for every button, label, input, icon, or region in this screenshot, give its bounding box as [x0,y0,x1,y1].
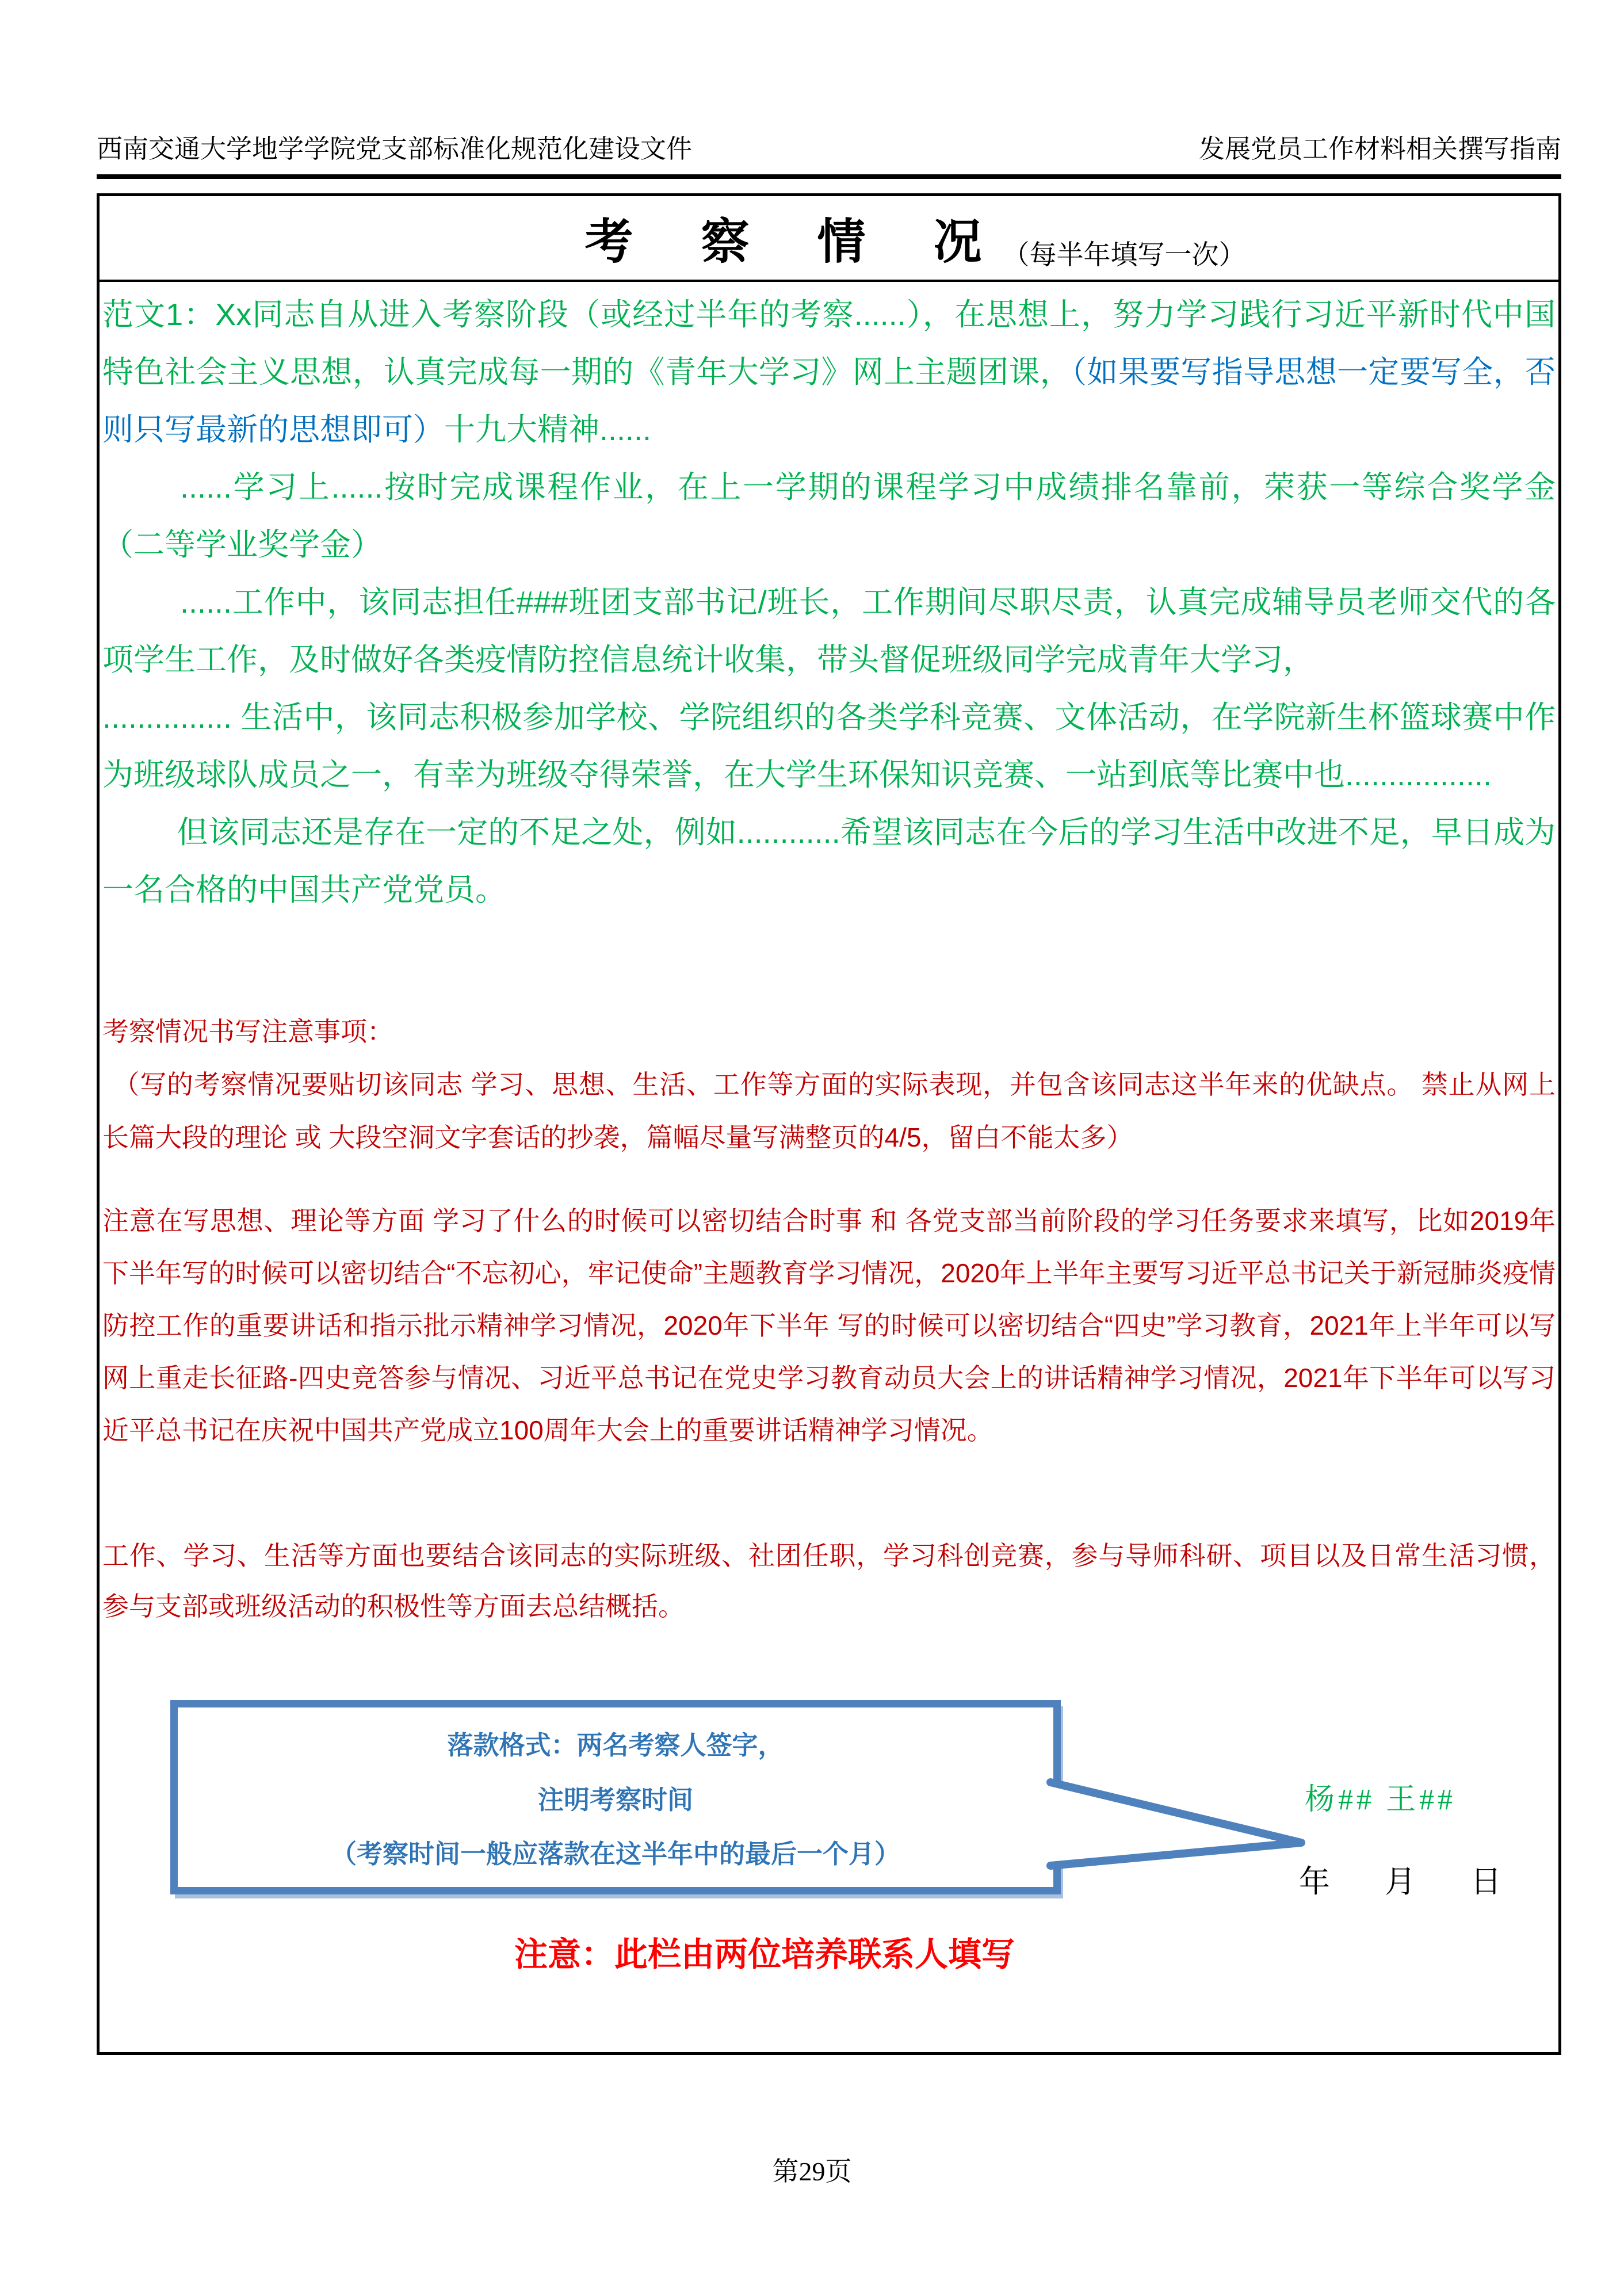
guidance-paragraph-2 [102,1530,1556,1632]
sample-paragraph-4: ............... 生活中，该同志积极参加学校、学院组织的各类学科竞赛、文体活动，在学院新生杯篮球赛中作为班级球队成员之一，有幸为班级夺得荣誉，在大学生环保知识竞赛、一站到底等比赛中也................. [102,700,1556,792]
sample-p1-green-b: 十九大精神...... [444,412,652,447]
date-day-label: 日 [1470,1865,1501,1899]
callout-line-1: 落款格式：两名考察人签字， [447,1730,784,1760]
form-title-row [97,196,1561,280]
sample-text-block [102,286,1556,919]
guidance-2-text: 工作、学习、生活等方面也要结合该同志的实际班级、社团任职，学习科创竞赛，参与导师科研、项目以及日常生活习惯，参与支部或班级活动的积极性等方面去总结概括。 [102,1541,1556,1621]
guidance-paragraph-1 [102,1195,1556,1457]
header-rule [97,174,1561,179]
page-number: 第29页 [772,2157,852,2186]
date-month-label: 月 [1385,1865,1416,1899]
fill-by-contacts-warning: 注意：此栏由两位培养联系人填写 [514,1936,1015,1973]
sample-paragraph-5: 但该同志还是存在一定的不足之处，例如............希望该同志在今后的学习生活中改进不足，早日成为一名合格的中国共产党党员。 [102,815,1556,907]
form-title-main: 考察情况 [584,216,1050,269]
page-header [97,128,1561,165]
signature-format-callout [170,1700,1061,1894]
callout-tail-pointer [1035,1760,1323,1887]
writing-notes-block [102,1005,1556,1164]
sample-p1-blue-note: （如果要写指导思想一定要写全，否则只写最新的思想即可） [102,355,1556,447]
date-line [1299,1857,1501,1901]
writing-notes-body: （写的考察情况要贴切该同志 学习、思想、生活、工作等方面的实际表现，并包含该同志这半年来的优缺点。 禁止从网上长篇大段的理论 或 大段空洞文字套话的抄袭，篇幅尽量写满整页的4/5，留白不能太多） [102,1069,1556,1152]
callout-line-2: 注明考察时间 [537,1785,693,1814]
examiner-signatures: 杨## 王## [1305,1783,1457,1816]
callout-line-3: （考察时间一般应落款在这半年中的最后一个月） [330,1839,900,1869]
writing-notes-heading: 考察情况书写注意事项： [102,1017,393,1046]
sample-paragraph-3: ......工作中，该同志担任###班团支部书记/班长，工作期间尽职尽责，认真完成辅导员老师交代的各项学生工作，及时做好各类疫情防控信息统计收集，带头督促班级同学完成青年大学习， [102,585,1556,677]
form-title [584,203,1245,273]
sample-paragraph-1 [102,286,1556,459]
date-year-label: 年 [1299,1865,1330,1899]
title-divider-line [97,280,1561,282]
guidance-1-text: 注意在写思想、理论等方面 学习了什么的时候可以密切结合时事 和 各党支部当前阶段的学习任务要求来填写，比如2019年下半年写的时候可以密切结合“不忘初心，牢记使命”主题教育学习情况，2020年上半年主要写习近平总书记关于新冠肺炎疫情防控工作的重要讲话和指示批示精神学习情况，2020年下半年 写的时候可以密切结合“四史”学习教育，2021年上半年可以写网上重走长征路-四史竞答参与情况、习近平总书记在党史学习教育动员大会上的讲话精神学习情况，2021年下半年可以写习近平总书记在庆祝中国共产党成立100周年大会上的重要讲话精神学习情况。 [102,1206,1556,1445]
header-left-text: 西南交通大学地学学院党支部标准化规范化建设文件 [97,135,693,163]
form-title-sub: （每半年填写一次） [1002,240,1246,270]
sample-p1-green-a: 范文1：Xx同志自从进入考察阶段（或经过半年的考察......），在思想上，努力学习践行习近平新时代中国特色社会主义思想，认真完成每一期的《青年大学习》网上主题团课， [102,297,1556,389]
header-right-text: 发展党员工作材料相关撰写指南 [1198,135,1561,163]
sample-paragraph-2: ......学习上......按时完成课程作业，在上一学期的课程学习中成绩排名靠前，荣获一等综合奖学金（二等学业奖学金） [102,470,1556,562]
